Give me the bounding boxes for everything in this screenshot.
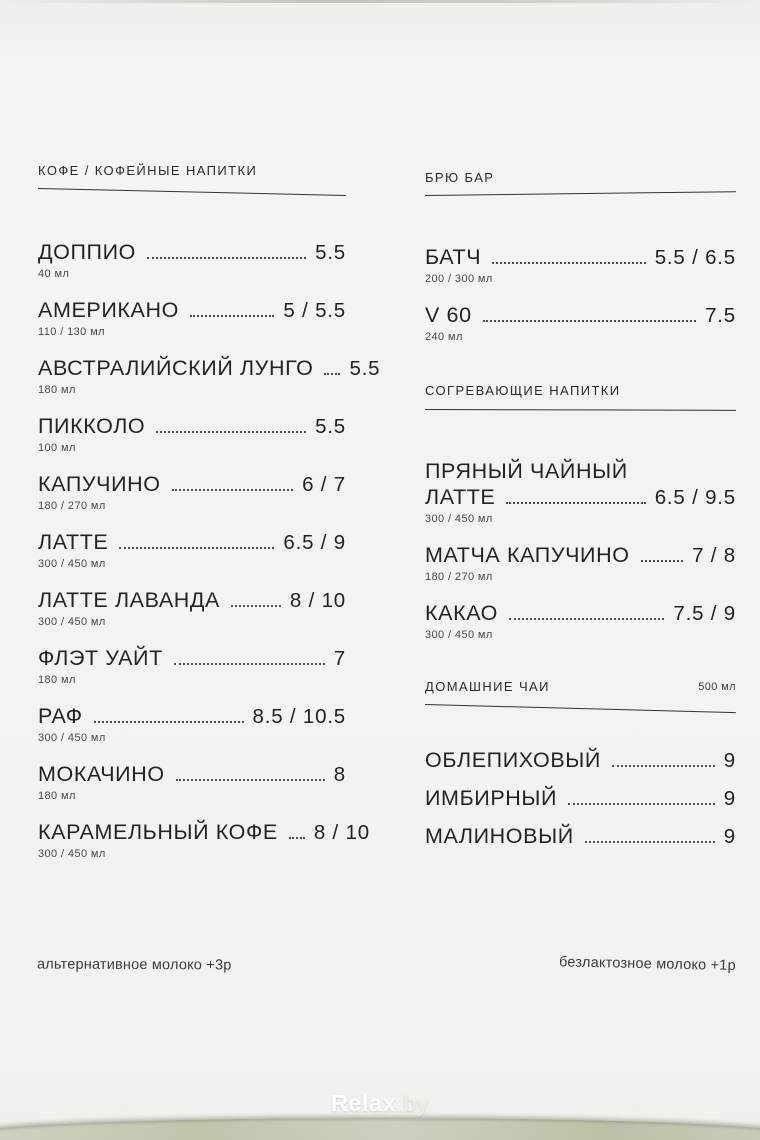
menu-item	[425, 246, 736, 286]
dot-leader	[190, 315, 275, 317]
menu-item	[38, 241, 346, 281]
section-header	[425, 679, 736, 704]
item-volume: 300 / 450 мл	[38, 616, 106, 629]
dot-leader	[176, 779, 325, 781]
item-price: 8	[333, 763, 346, 787]
item-name: АВСТРАЛИЙСКИЙ ЛУНГО	[38, 356, 314, 381]
item-volume: 180 / 270 мл	[38, 500, 106, 513]
item-name: КАРАМЕЛЬНЫЙ КОФЕ	[38, 820, 278, 845]
item-volume: 40 мл	[38, 268, 70, 281]
watermark-brand: Relax	[330, 1090, 397, 1116]
item-volume: 180 мл	[38, 674, 76, 687]
item-price: 9	[723, 824, 736, 848]
section-rule	[425, 409, 736, 411]
menu-item	[425, 749, 736, 772]
menu-item	[425, 460, 736, 526]
section-header	[38, 163, 346, 188]
item-volume: 110 / 130 мл	[38, 326, 105, 339]
dot-leader	[119, 547, 274, 549]
item-volume: 300 / 450 мл	[38, 558, 106, 571]
dot-leader	[174, 663, 325, 665]
item-volume: 300 / 450 мл	[425, 628, 493, 641]
item-name: ЛАТТЕ ЛАВАНДА	[38, 588, 220, 613]
item-price: 8 / 10	[289, 589, 346, 613]
dot-leader	[231, 605, 281, 607]
dot-leader	[483, 320, 696, 322]
section-house-teas	[425, 679, 736, 848]
menu-item	[425, 544, 736, 584]
menu-item	[425, 787, 736, 810]
item-name: МОКАЧИНО	[38, 762, 165, 787]
menu-item	[38, 531, 346, 571]
item-price: 5.5	[315, 415, 346, 439]
dot-leader	[324, 373, 340, 375]
item-price: 5.5 / 6.5	[654, 246, 736, 270]
item-price: 5.5	[349, 357, 381, 381]
dot-leader	[94, 721, 244, 723]
section-title: БРЮ БАР	[425, 170, 495, 185]
section-title: СОГРЕВАЮЩИЕ НАПИТКИ	[425, 383, 621, 399]
dot-leader	[568, 803, 715, 805]
item-volume: 240 мл	[425, 331, 463, 344]
dot-leader	[509, 618, 664, 620]
item-price: 7.5 / 9	[673, 601, 736, 625]
item-name: V 60	[425, 303, 472, 328]
item-name: ЛАТТЕ	[38, 530, 109, 555]
menu-column-right	[425, 170, 736, 863]
item-volume: 180 мл	[38, 384, 76, 397]
section-volume-note: 500 мл	[698, 681, 736, 693]
item-name: КАКАО	[425, 600, 498, 625]
menu-item	[38, 473, 346, 513]
section-brew-bar	[425, 170, 736, 344]
item-name: ДОППИО	[38, 240, 136, 265]
footnote-lactose-free-milk: безлактозное молоко +1р	[559, 954, 737, 974]
dot-leader	[172, 489, 294, 491]
item-name: ПИККОЛО	[38, 414, 146, 439]
item-volume: 300 / 450 мл	[38, 848, 106, 861]
item-price: 5 / 5.5	[283, 299, 346, 323]
dot-leader	[147, 257, 306, 259]
menu-item	[425, 602, 736, 642]
item-name: ОБЛЕПИХОВЫЙ	[425, 747, 601, 772]
menu-item	[38, 763, 346, 803]
menu-column-left	[38, 163, 381, 879]
dot-leader	[506, 502, 645, 504]
item-name: ИМБИРНЫЙ	[425, 785, 558, 810]
table-surface	[0, 1118, 760, 1140]
section-items	[425, 196, 736, 344]
menu-item	[38, 647, 346, 687]
dot-leader	[492, 262, 646, 264]
item-price: 5.5	[315, 241, 346, 265]
watermark	[0, 1090, 760, 1117]
item-price: 7	[333, 647, 346, 671]
item-name-line1: ПРЯНЫЙ ЧАЙНЫЙ	[425, 458, 628, 483]
item-price: 6.5 / 9	[283, 531, 346, 555]
section-header	[425, 383, 736, 408]
section-title: КОФЕ / КОФЕЙНЫЕ НАПИТКИ	[38, 163, 258, 178]
footnote-alternative-milk: альтернативное молоко +3р	[36, 956, 232, 974]
item-price: 9	[723, 748, 736, 772]
item-price: 7 / 8	[692, 543, 736, 567]
item-name: КАПУЧИНО	[38, 472, 161, 497]
section-title: ДОМАШНИЕ ЧАИ	[425, 678, 550, 694]
item-price: 6 / 7	[302, 473, 346, 497]
item-name: РАФ	[38, 704, 83, 729]
section-items	[425, 410, 736, 642]
dot-leader	[641, 560, 684, 562]
menu-item	[38, 705, 346, 745]
item-name: МАЛИНОВЫЙ	[425, 823, 574, 848]
item-price: 8 / 10	[313, 821, 370, 845]
item-price: 9	[723, 786, 736, 810]
section-items	[425, 705, 736, 848]
item-price: 8.5 / 10.5	[252, 705, 346, 729]
item-name: АМЕРИКАНО	[38, 298, 179, 323]
item-name: ЛАТТЕ	[425, 484, 496, 509]
item-volume: 180 мл	[38, 790, 76, 803]
menu-item	[38, 589, 346, 629]
menu-item	[38, 356, 381, 397]
section-items	[38, 189, 381, 861]
item-volume: 200 / 300 мл	[425, 273, 493, 286]
item-name: ФЛЭТ УАЙТ	[38, 646, 163, 671]
section-warm-drinks	[425, 383, 736, 641]
menu-item	[38, 415, 346, 455]
item-volume: 100 мл	[38, 442, 76, 455]
item-volume: 180 / 270 мл	[425, 570, 493, 583]
dot-leader	[612, 765, 715, 767]
dot-leader	[585, 841, 715, 843]
menu-item	[38, 299, 346, 339]
item-name: МАТЧА КАПУЧИНО	[425, 542, 630, 567]
watermark-suffix: .by	[396, 1090, 430, 1116]
menu-item	[38, 820, 370, 861]
menu-item	[425, 304, 736, 344]
item-volume: 300 / 450 мл	[38, 732, 106, 745]
section-coffee	[38, 163, 381, 861]
item-price: 7.5	[705, 304, 736, 328]
item-price: 6.5 / 9.5	[654, 485, 736, 509]
dot-leader	[289, 837, 305, 839]
item-name: БАТЧ	[425, 245, 482, 270]
item-volume: 300 / 450 мл	[425, 512, 493, 525]
dot-leader	[156, 431, 306, 433]
paper-top-edge	[0, 0, 760, 3]
menu-item	[425, 825, 736, 848]
